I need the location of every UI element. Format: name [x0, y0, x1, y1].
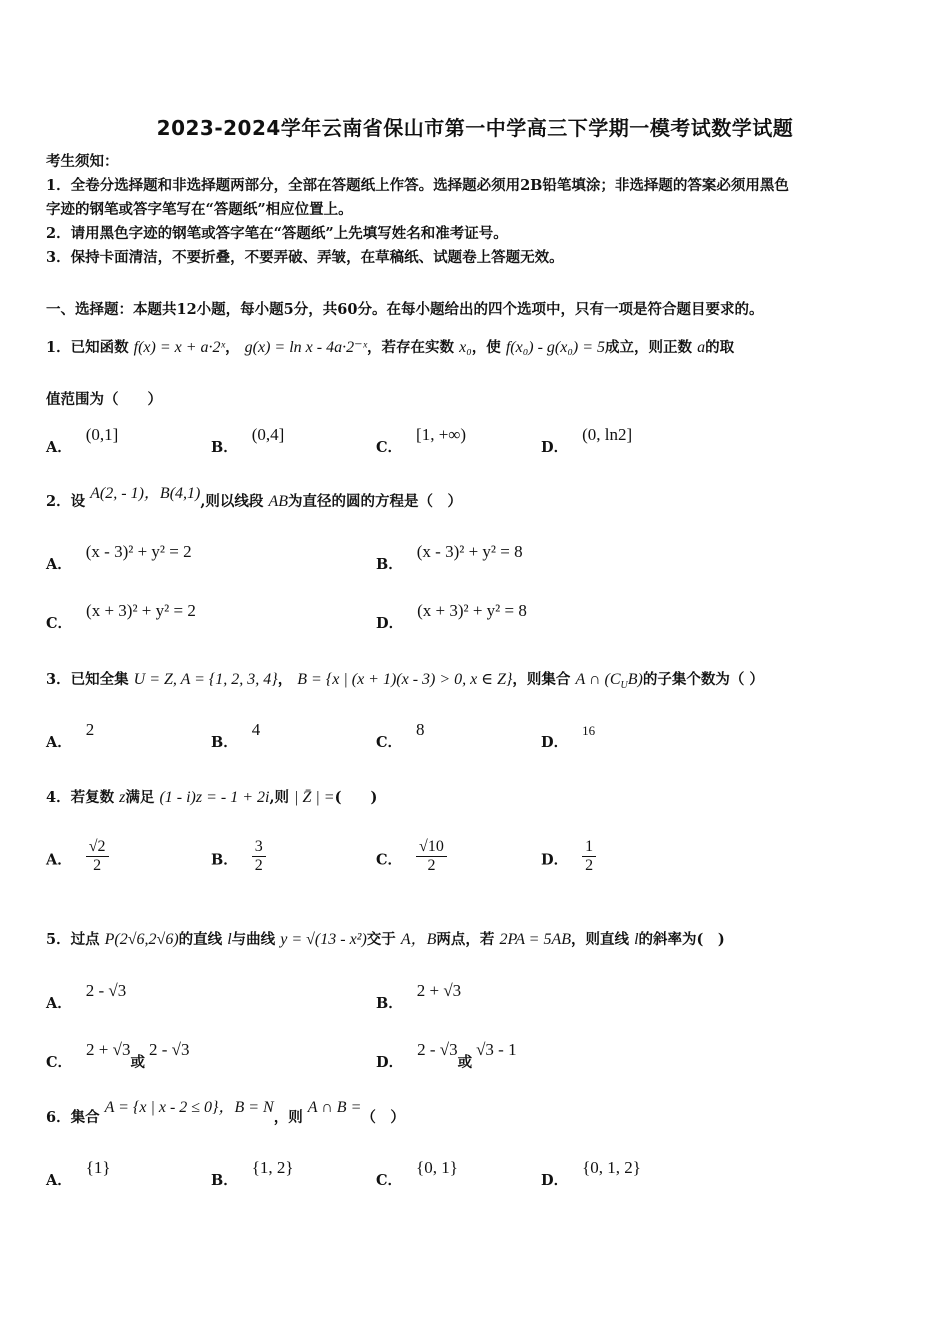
- option-fraction: [582, 838, 596, 875]
- option-value: (0, ln2]: [582, 425, 633, 444]
- q1-text: 1．已知函数: [46, 339, 129, 356]
- option-value: 2 - √3: [417, 1040, 458, 1059]
- notice-block: [46, 150, 908, 270]
- notice-line-3: 3．保持卡面清洁，不要折叠，不要弄破、弄皱，在草稿纸、试题卷上答题无效。: [46, 249, 564, 266]
- q4-formula-equation: (1 - i)z = - 1 + 2i: [159, 789, 270, 806]
- fraction-numerator: √10: [416, 838, 447, 857]
- q1-formula-x0: x₀: [459, 339, 472, 356]
- q5-text: 交于: [366, 931, 396, 948]
- option-or: 或: [457, 1054, 473, 1071]
- fraction-numerator: 3: [252, 838, 266, 857]
- q4-text: 4．若复数: [46, 789, 115, 806]
- option-label: A．: [46, 439, 72, 456]
- question-3: [46, 669, 908, 697]
- option-label: B．: [211, 439, 238, 456]
- q3-formula-intersection: [575, 671, 643, 692]
- q6-option-d[interactable]: [541, 1158, 641, 1190]
- q4-option-d[interactable]: [541, 838, 596, 879]
- q3-formula-sub: U: [620, 680, 628, 692]
- q3-formula-part: B): [627, 671, 643, 688]
- option-value: {1}: [85, 1158, 111, 1177]
- option-label: B．: [376, 556, 403, 573]
- option-value: 2 - √3: [148, 1040, 190, 1059]
- q5-formula-ab: A，B: [400, 931, 437, 948]
- option-value: {0, 1}: [416, 1158, 458, 1177]
- option-label: D．: [541, 851, 569, 869]
- option-label: A．: [46, 851, 72, 869]
- q3-sep: ，: [277, 671, 293, 688]
- q6-formula-sets: A = {x | x - 2 ≤ 0}，B = N: [104, 1099, 274, 1116]
- fraction-denominator: 2: [254, 857, 263, 874]
- q3-formula-b: B = {x | (x + 1)(x - 3) > 0, x ∈ Z}: [297, 671, 513, 688]
- notice-line-1b: 字迹的钢笔或答字笔写在“答题纸”相应位置上。: [46, 201, 353, 218]
- q6-text: ，则: [273, 1109, 303, 1126]
- q5-text: 的斜率为( ): [638, 931, 725, 948]
- question-2: [46, 485, 908, 513]
- q3-option-c[interactable]: [376, 720, 425, 752]
- option-fraction: [86, 838, 109, 875]
- q1-option-b[interactable]: [211, 425, 285, 457]
- option-label: D．: [541, 439, 569, 456]
- option-label: A．: [46, 995, 72, 1012]
- q2-text: 2．设: [46, 493, 86, 510]
- notice-line-1a: 1．全卷分选择题和非选择题两部分，全部在答题纸上作答。选择题必须用2B铅笔填涂；非选择题的答案必须用黑色: [46, 177, 789, 194]
- option-value: (x + 3)² + y² = 2: [86, 601, 196, 620]
- option-label: A．: [46, 1172, 72, 1189]
- q4-formula-modulus: | Z̄ | =: [294, 789, 335, 806]
- q5-option-d[interactable]: [376, 1040, 517, 1072]
- q5-option-b[interactable]: [376, 981, 462, 1013]
- q3-option-b[interactable]: [211, 720, 261, 752]
- q1-option-d[interactable]: [541, 425, 633, 457]
- option-value: 2 - √3: [85, 981, 127, 1000]
- question-5: [46, 929, 908, 951]
- option-label: C．: [376, 734, 403, 751]
- q4-formula-z: z: [119, 789, 126, 806]
- page-title: 2023-2024学年云南省保山市第一中学高三下学期一模考试数学试题: [156, 116, 794, 140]
- option-value: √3 - 1: [476, 1040, 517, 1059]
- q6-text: 6．集合: [46, 1109, 100, 1126]
- option-value: 2 + √3: [86, 1040, 131, 1059]
- q1-option-c[interactable]: [376, 425, 467, 457]
- q2-option-b[interactable]: [376, 542, 523, 574]
- option-value: 16: [582, 723, 596, 738]
- q3-option-d[interactable]: [541, 723, 596, 752]
- q5-formula-l: l: [227, 931, 232, 948]
- q5-text: 与曲线: [231, 931, 276, 948]
- option-label: D．: [541, 734, 569, 751]
- q3-option-a[interactable]: [46, 720, 95, 752]
- fraction-denominator: 2: [93, 857, 102, 874]
- option-label: B．: [211, 1172, 238, 1189]
- notice-heading: 考生须知：: [46, 153, 119, 170]
- option-label: A．: [46, 734, 72, 751]
- q5-option-c[interactable]: [46, 1040, 190, 1072]
- fraction-denominator: 2: [585, 857, 594, 874]
- q2-option-c[interactable]: [46, 601, 196, 633]
- option-value: {0, 1, 2}: [582, 1158, 641, 1177]
- q1-text: 的取: [705, 339, 735, 356]
- q5-text: 两点，若: [436, 931, 495, 948]
- notice-line-2: 2．请用黑色字迹的钢笔或答字笔在“答题纸”上先填写姓名和准考证号。: [46, 225, 508, 242]
- q1-formula-g: g(x) = ln x - 4a·2⁻ˣ: [244, 339, 368, 356]
- option-label: C．: [376, 851, 403, 869]
- question-1-cont: 值范围为（ ）: [46, 391, 162, 408]
- q1-option-a[interactable]: [46, 425, 119, 457]
- q2-formula-points: A(2, - 1)，B(4,1): [90, 485, 201, 502]
- q1-sep: ，: [225, 339, 240, 356]
- option-value: 8: [416, 720, 425, 739]
- option-label: B．: [211, 734, 238, 751]
- option-label: A．: [46, 556, 72, 573]
- option-value: (0,1]: [85, 425, 119, 444]
- q1-formula-condition: f(x₀) - g(x₀) = 5: [505, 339, 606, 356]
- fraction-numerator: √2: [86, 838, 109, 857]
- option-label: D．: [541, 1172, 569, 1189]
- option-value: (x - 3)² + y² = 2: [85, 542, 192, 561]
- q5-formula-ratio: 2PA = 5AB: [499, 931, 572, 948]
- q1-formula-f: f(x) = x + a·2ˣ: [133, 339, 226, 356]
- q1-formula-a: a: [697, 339, 706, 356]
- option-label: C．: [376, 439, 403, 456]
- q4-option-a[interactable]: [46, 838, 109, 879]
- q4-option-c[interactable]: [376, 838, 447, 879]
- q3-text: ，则集合: [512, 671, 571, 688]
- q6-option-a[interactable]: [46, 1158, 111, 1190]
- option-value: 4: [251, 720, 261, 739]
- q2-text: ,则以线段: [200, 493, 264, 510]
- q4-option-b[interactable]: [211, 838, 266, 879]
- q4-text: ,则: [269, 789, 290, 806]
- option-label: B．: [376, 995, 403, 1012]
- q6-option-c[interactable]: [376, 1158, 458, 1190]
- q6-formula-intersection: A ∩ B =: [307, 1099, 362, 1116]
- option-label: D．: [376, 615, 404, 632]
- q6-option-b[interactable]: [211, 1158, 294, 1190]
- q2-option-d[interactable]: [376, 601, 527, 633]
- q5-text: 的直线: [178, 931, 223, 948]
- question-1: [46, 337, 908, 359]
- option-fraction: [416, 838, 447, 875]
- q1-text: 成立，则正数: [605, 339, 693, 356]
- q3-text: 的子集个数为（ ）: [642, 671, 764, 688]
- q2-text: 为直径的圆的方程是（ ）: [288, 493, 463, 510]
- q6-text: （ ）: [361, 1109, 405, 1126]
- q5-option-a[interactable]: [46, 981, 127, 1013]
- option-label: D．: [376, 1054, 404, 1071]
- question-6: [46, 1099, 908, 1129]
- q2-option-a[interactable]: [46, 542, 192, 574]
- q3-formula-part: A ∩ (C: [575, 671, 621, 688]
- q3-formula-u-a: U = Z, A = {1, 2, 3, 4}: [133, 671, 278, 688]
- q4-text: 满足: [125, 789, 155, 806]
- q5-formula-curve: y = √(13 - x²): [280, 931, 367, 948]
- fraction-numerator: 1: [582, 838, 596, 857]
- question-4: [46, 787, 908, 809]
- option-value: 2 + √3: [416, 981, 462, 1000]
- q3-text: 3．已知全集: [46, 671, 129, 688]
- q5-text: 5．过点: [46, 931, 100, 948]
- q2-formula-ab: AB: [268, 493, 289, 510]
- section-heading: 一、选择题：本题共12小题，每小题5分，共60分。在每小题给出的四个选项中，只有一项是符合题目要求的。: [46, 301, 764, 318]
- fraction-denominator: 2: [427, 857, 436, 874]
- q5-formula-l: l: [634, 931, 639, 948]
- option-label: B．: [211, 851, 238, 869]
- option-fraction: [252, 838, 266, 875]
- q1-text: ，若存在实数: [367, 339, 455, 356]
- q5-formula-point: P(2√6,2√6): [104, 931, 179, 948]
- option-or: 或: [130, 1054, 145, 1071]
- option-value: {1, 2}: [251, 1158, 294, 1177]
- q5-text: ，则直线: [571, 931, 630, 948]
- option-value: 2: [85, 720, 95, 739]
- option-label: C．: [46, 615, 73, 632]
- option-value: (0,4]: [251, 425, 285, 444]
- option-value: [1, +∞): [416, 425, 467, 444]
- q4-text: ( ): [334, 789, 378, 806]
- option-label: C．: [46, 1054, 73, 1071]
- option-label: C．: [376, 1172, 403, 1189]
- option-value: (x + 3)² + y² = 8: [417, 601, 527, 620]
- q1-text: ，使: [471, 339, 501, 356]
- option-value: (x - 3)² + y² = 8: [416, 542, 523, 561]
